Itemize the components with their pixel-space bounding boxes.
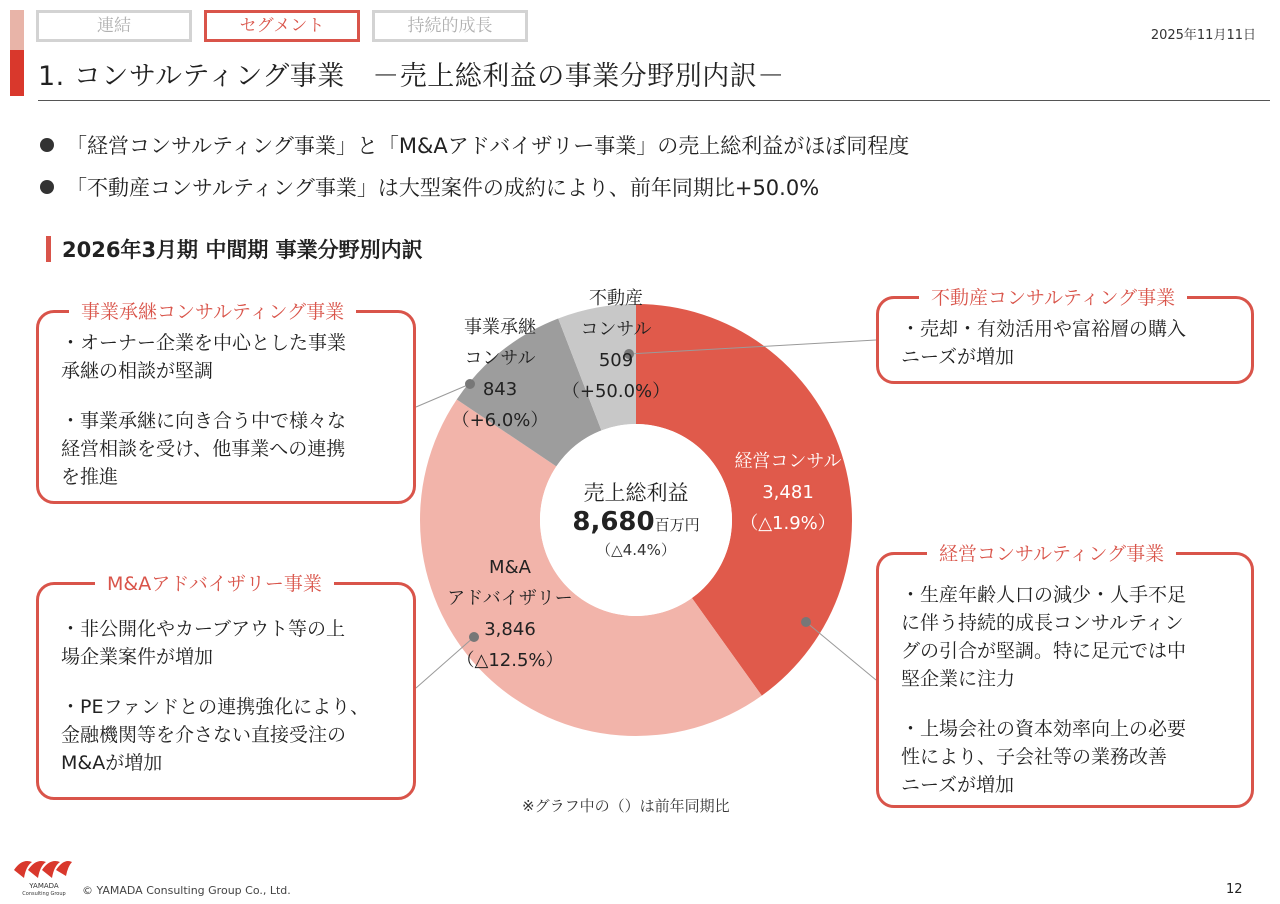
slice-yoy: （+50.0%） xyxy=(561,381,671,402)
callout-title: 事業承継コンサルティング事業 xyxy=(69,297,356,324)
date: 2025年11月11日 xyxy=(1150,28,1256,43)
callout-body xyxy=(61,329,346,491)
center-yoy: （△4.4%） xyxy=(596,541,676,559)
slice-label-fudosan xyxy=(556,283,676,407)
company-logo-text xyxy=(20,882,68,898)
callout-spacer xyxy=(901,693,1186,715)
slice-value: 509 xyxy=(598,350,634,371)
callout-title: M&Aアドバイザリー事業 xyxy=(95,569,334,596)
callout-line: ・上場会社の資本効率向上の必要 xyxy=(901,718,1187,740)
callout-line: ・オーナー企業を中心とした事業 xyxy=(61,332,347,354)
slice-value: 3,846 xyxy=(484,619,536,640)
logo-text: YAMADA xyxy=(29,882,59,890)
bullet-text: 「経営コンサルティング事業」と「M&Aアドバイザリー事業」の売上総利益がほぼ同程度 xyxy=(66,134,910,158)
callout-line: 性により、子会社等の業務改善 xyxy=(901,746,1168,768)
callout-line: M&Aが増加 xyxy=(61,752,163,774)
center-value xyxy=(556,507,716,537)
callout-body xyxy=(901,581,1186,799)
slice-yoy: （△1.9%） xyxy=(740,513,836,534)
page-number: 12 xyxy=(1226,882,1243,897)
chart-note: ※グラフ中の（）は前年同期比 xyxy=(522,797,730,815)
slice-name: 経営コンサル xyxy=(734,451,842,472)
callout-line: ・PEファンドとの連携強化により、 xyxy=(61,696,370,718)
callout-line: グの引合が堅調。特に足元では中 xyxy=(901,640,1187,662)
slice-value: 843 xyxy=(482,379,518,400)
slice-yoy: （+6.0%） xyxy=(451,410,549,431)
callout-title: 経営コンサルティング事業 xyxy=(927,539,1176,566)
callout-title: 不動産コンサルティング事業 xyxy=(919,283,1187,310)
copyright: © YAMADA Consulting Group Co., Ltd. xyxy=(82,884,291,897)
callout-line: ニーズが増加 xyxy=(901,774,1015,796)
callout-keiei xyxy=(876,543,1254,808)
slice-name: 不動産 xyxy=(589,288,643,309)
callout-line: ・非公開化やカーブアウト等の上 xyxy=(61,618,346,640)
callout-line: 場企業案件が増加 xyxy=(61,646,214,668)
center-unit: 百万円 xyxy=(654,516,700,534)
slice-name: M&A xyxy=(489,557,531,578)
center-label: 売上総利益 xyxy=(583,481,689,505)
callout-line: ・売却・有効活用や富裕層の購入 xyxy=(901,318,1187,340)
callout-line: 経営相談を受け、他事業への連携 xyxy=(61,438,346,460)
slice-label-ma xyxy=(430,552,590,676)
callout-fudosan xyxy=(876,287,1254,384)
callout-spacer xyxy=(61,385,346,407)
slice-name: コンサル xyxy=(580,319,652,340)
tab-sustainable-growth[interactable]: 持続的成長 xyxy=(372,10,528,42)
page-title: 1. コンサルティング事業 －売上総利益の事業分野別内訳－ xyxy=(38,61,785,92)
callout-body xyxy=(61,615,369,777)
callout-line: 承継の相談が堅調 xyxy=(61,360,214,382)
slice-name: 事業承継 xyxy=(464,317,536,338)
slice-name: コンサル xyxy=(464,348,536,369)
logo-subtext: Consulting Group xyxy=(22,891,66,897)
slice-yoy: （△12.5%） xyxy=(456,650,564,671)
company-logo-icon xyxy=(12,856,74,884)
callout-jigyo xyxy=(36,301,416,504)
leader-line-keiei xyxy=(806,622,876,680)
callout-line: 金融機関等を介さない直接受注の xyxy=(61,724,347,746)
callout-spacer xyxy=(61,671,369,693)
tab-segment[interactable]: セグメント xyxy=(204,10,360,42)
slice-label-keiei xyxy=(718,446,858,539)
center-total: 8,680 xyxy=(572,507,655,537)
callout-line: ・生産年齢人口の減少・人手不足 xyxy=(901,584,1187,606)
callout-line: 堅企業に注力 xyxy=(901,668,1016,690)
bullet-text: 「不動産コンサルティング事業」は大型案件の成約により、前年同期比+50.0% xyxy=(66,176,820,200)
callout-line: ニーズが増加 xyxy=(901,346,1015,368)
callout-body xyxy=(901,315,1186,371)
tab-consolidated[interactable]: 連結 xyxy=(36,10,192,42)
callout-line: を推進 xyxy=(61,466,119,488)
slice-value: 3,481 xyxy=(762,482,814,503)
leader-dot-keiei xyxy=(801,617,811,627)
callout-ma xyxy=(36,573,416,800)
callout-line: ・事業承継に向き合う中で様々な xyxy=(61,410,347,432)
slice-label-jigyo xyxy=(440,312,560,436)
callout-line: に伴う持続的成長コンサルティン xyxy=(901,612,1184,634)
section-title: 2026年3月期 中間期 事業分野別内訳 xyxy=(62,238,423,262)
slice-name: アドバイザリー xyxy=(447,588,573,609)
